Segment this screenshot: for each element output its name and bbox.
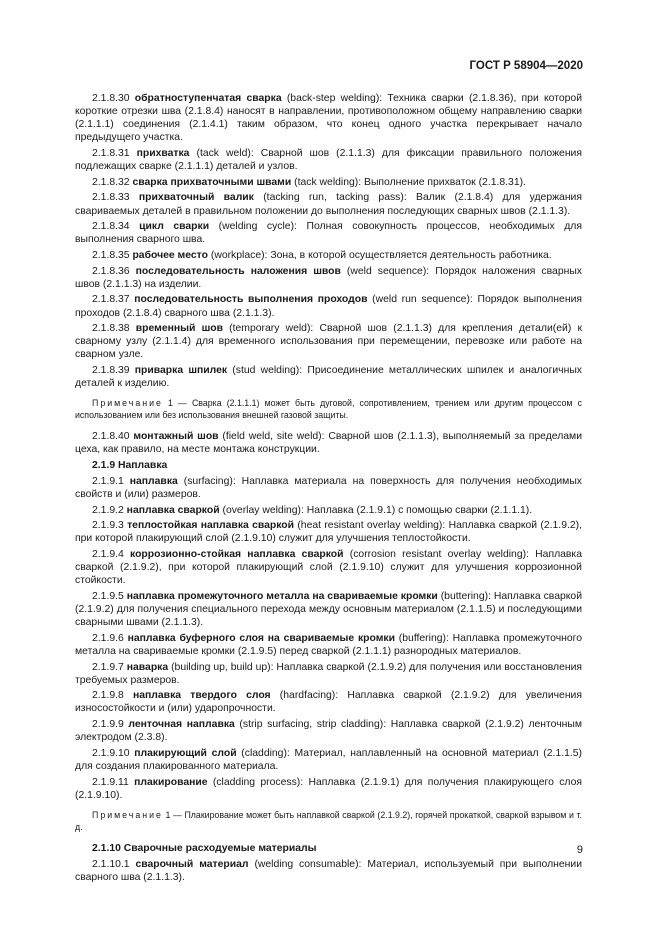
entry-definition: (heat resistant overlay welding): Наплавка сваркой (2.1.9.2), при которой плакирующий слой (2.1.9.10) служит для улучшения теплостойкости.	[75, 520, 582, 545]
entry-number: 2.1.8.34	[92, 221, 130, 233]
entry-definition: (welding cycle): Полная совокупность процессов, необходимых для выполнения сварного шва.	[75, 221, 582, 246]
entries-2-1-8	[75, 92, 582, 390]
term-entry	[75, 689, 582, 715]
entry-number: 2.1.9.4	[92, 549, 124, 561]
term-entry	[75, 548, 582, 587]
term-entry	[75, 632, 582, 658]
entry-number: 2.1.9.5	[92, 590, 124, 602]
term-entry	[75, 293, 582, 319]
entry-term: плакирование	[134, 776, 208, 788]
entry-definition: (building up, build up): Наплавка сваркой (2.1.9.2) для получения или восстановления требуемых размеров.	[75, 661, 583, 686]
entry-term: наплавка твердого слоя	[132, 690, 271, 702]
entry-number: 2.1.8.35	[92, 250, 130, 261]
entry-definition: (buffering): Наплавка промежуточного металла на свариваемые кромки (2.1.9.5) перед сваркой (2.1.1.1) разнородных материалов.	[75, 632, 582, 657]
entry-definition: (hardfacing): Наплавка сваркой (2.1.9.2) для увеличения износостойкости и (или) ударопрочности.	[75, 690, 582, 715]
entry-definition: (overlay welding): Наплавка (2.1.9.1) с помощью сварки (2.1.1.1).	[219, 504, 533, 516]
entries-2-1-9	[75, 475, 582, 802]
entry-definition: (tacking run, tacking pass): Валик (2.1.8.4) для удержания свариваемых деталей в правильном положении до выполнения последующих сварных швов (2.1.1.3).	[75, 192, 582, 217]
entry-number: 2.1.10.1	[92, 858, 130, 870]
term-entry	[75, 92, 582, 144]
entry-term: теплостойкая наплавка сваркой	[127, 520, 295, 532]
entry-term: ленточная наплавка	[128, 719, 235, 731]
entry-number: 2.1.9.11	[92, 776, 129, 788]
section-heading: 2.1.9 Наплавка	[92, 460, 168, 472]
term-entry	[75, 475, 582, 501]
entry-definition: (workplace): Зона, в которой осуществляется деятельность работника.	[207, 250, 552, 261]
entry-number: 2.1.9.8	[92, 690, 124, 702]
entry-term: рабочее место	[132, 250, 208, 261]
term-entry	[75, 220, 582, 246]
entry-number: 2.1.8.31	[92, 147, 130, 159]
term-entry	[75, 249, 582, 262]
entry-number: 2.1.9.2	[92, 504, 124, 516]
entry-number: 2.1.9.10	[92, 747, 130, 759]
term-entry	[75, 776, 582, 802]
entry-number: 2.1.9.1	[92, 475, 124, 487]
entry-definition: (buttering): Наплавка сваркой (2.1.9.2) для получения специального перехода между основным материалом (2.1.1.5) и последующими сварными швами (2.1.1.3).	[75, 590, 583, 629]
entry-definition: (strip surfacing, strip cladding): Наплавка сваркой (2.1.9.2) ленточным электродом (2.3.8).	[75, 719, 582, 744]
entry-number: 2.1.9.6	[92, 632, 124, 644]
entry-definition: (back-step welding): Техника сварки (2.1.8.36), при которой короткие отрезки шва (2.1.8.4) наносят в направлении, противоположном общему направлению сварки (2.1.1.1) соединения (2.1.4.1) таким образом, что конец одного участка перекрывает начало предыдущего участка.	[75, 93, 582, 144]
page-number: 9	[576, 844, 583, 856]
entry-term: наварка	[126, 661, 169, 673]
note-block	[75, 809, 582, 833]
entry-number: 2.1.8.32	[92, 176, 130, 188]
term-entry	[75, 661, 582, 687]
entry-definition: (welding consumable): Материал, используемый при выполнении сварного шва (2.1.1.3).	[75, 858, 583, 883]
entry-number: 2.1.9.7	[92, 661, 124, 673]
entry-number: 2.1.8.40	[92, 431, 130, 443]
entry-term: приварка шпилек	[134, 365, 228, 377]
entry-definition: (cladding): Материал, наплавленный на основной материал (2.1.1.5) для создания плакированного материала.	[75, 747, 582, 772]
entry-term: прихватка	[136, 147, 190, 159]
entry-definition: (weld run sequence): Порядок выполнения проходов (2.1.8.4) сварного шва (2.1.1.3).	[75, 294, 582, 319]
entry-definition: (tack weld): Сварной шов (2.1.1.3) для фиксации правильного положения подлежащих сварке (2.1.1.1) деталей и узлов.	[75, 147, 582, 173]
term-entry	[75, 747, 582, 773]
entry-term: наплавка	[129, 475, 178, 487]
note-label: Примечание	[92, 809, 163, 820]
entry-number: 2.1.9.9	[92, 719, 124, 731]
entry-number: 2.1.8.30	[92, 93, 130, 104]
entry-term: наплавка промежуточного металла на свариваемые кромки	[126, 590, 438, 602]
entry-term: прихваточный валик	[138, 192, 254, 204]
entry-number: 2.1.8.39	[92, 365, 130, 377]
term-entry	[75, 519, 582, 545]
entry-number: 2.1.8.38	[92, 323, 130, 335]
term-entry	[75, 718, 582, 744]
entry-number: 2.1.8.37	[92, 294, 130, 306]
term-entry	[75, 322, 582, 361]
entry-definition: (field weld, site weld): Сварной шов (2.1.1.3), выполняемый за пределами цеха, как правило, на месте монтажа конструкции.	[75, 431, 583, 456]
term-entry	[75, 590, 582, 629]
note-block	[75, 397, 582, 421]
note-text: 1 — Сварка (2.1.1.1) может быть дуговой, сопротивлением, трением или другим процессом с использованием или без использования внешней газовой защиты.	[75, 398, 582, 421]
entry-number: 2.1.9.3	[92, 520, 124, 532]
entry-definition: (tack welding): Выполнение прихваток (2.1.8.31).	[291, 176, 526, 188]
entry-term: коррозионно-стойкая наплавка сваркой	[130, 549, 344, 561]
entry-definition: (weld sequence): Порядок наложения сварных швов (2.1.1.3) на изделии.	[75, 265, 582, 290]
entry-definition: (cladding process): Наплавка (2.1.9.1) для получения плакирующего слоя (2.1.9.10).	[75, 776, 583, 801]
entry-term: сварка прихваточными швами	[132, 176, 292, 188]
entry-definition: (surfacing): Наплавка материала на поверхность для получения необходимых свойств и (или) размеров.	[75, 475, 582, 500]
term-entry	[75, 191, 582, 217]
term-entry	[75, 147, 582, 173]
entry-term: временный шов	[135, 323, 223, 335]
entry-definition: (stud welding): Присоединение металлических шпилек и аналогичных деталей к изделию.	[75, 365, 582, 390]
entry-term: обратноступенчатая сварка	[134, 93, 282, 104]
term-entry	[75, 265, 582, 291]
document-body	[75, 92, 582, 886]
document-standard-header: ГОСТ Р 58904—2020	[469, 60, 583, 72]
entry-term: наплавка сваркой	[126, 504, 220, 516]
term-entry	[75, 430, 582, 456]
entry-number: 2.1.8.36	[92, 265, 130, 277]
entry-term: последовательность выполнения проходов	[134, 294, 368, 306]
term-entry	[75, 176, 582, 189]
entry-term: цикл сварки	[139, 221, 210, 233]
entry-definition: (temporary weld): Сварной шов (2.1.1.3) для крепления детали(ей) к сварному узлу (2.1.1.4) для временного использования при перемещении, перевозке или работе на сварном узле.	[75, 323, 583, 361]
entries-2-1-10	[75, 858, 582, 884]
entry-term: монтажный шов	[133, 431, 219, 443]
term-entry	[75, 504, 582, 517]
note-label: Примечание	[92, 398, 163, 409]
note-text: 1 — Плакирование может быть наплавкой сваркой (2.1.9.2), горячей прокаткой, сваркой взрывом и т. д.	[75, 809, 582, 832]
entry-definition: (corrosion resistant overlay welding): Наплавка сваркой (2.1.9.2), при которой плакирующий слой (2.1.9.10) служит для улучшения коррозионной стойкости.	[75, 549, 582, 587]
entry-term: последовательность наложения швов	[135, 265, 341, 277]
entry-term: плакирующий слой	[134, 747, 237, 759]
term-entry	[75, 364, 582, 390]
section-heading: 2.1.10 Сварочные расходуемые материалы	[92, 842, 317, 854]
entry-term: сварочный материал	[135, 858, 249, 870]
term-entry	[75, 858, 582, 884]
entry-term: наплавка буферного слоя на свариваемые кромки	[127, 632, 395, 644]
entry-number: 2.1.8.33	[92, 192, 130, 204]
